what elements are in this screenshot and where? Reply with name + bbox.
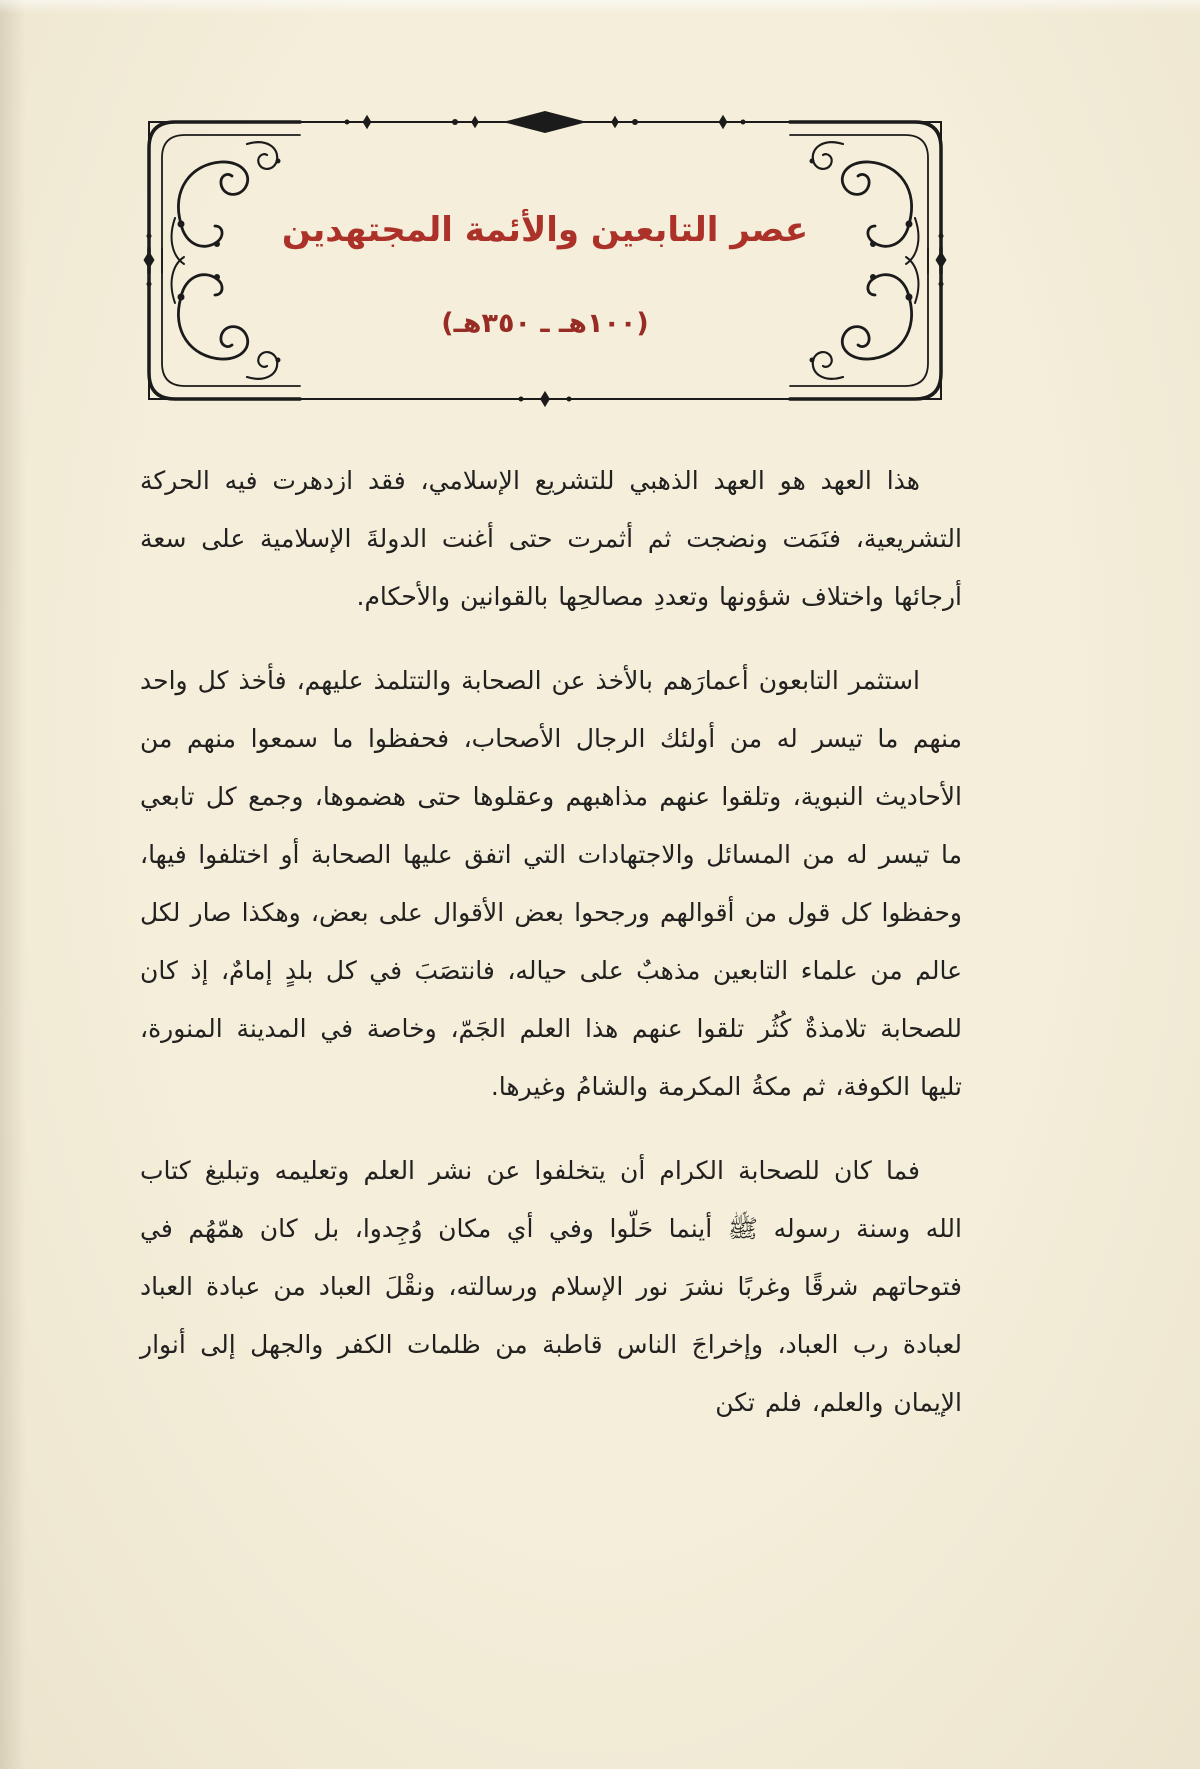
scan-edge-shading xyxy=(0,0,26,1769)
paragraph-2: استثمر التابعون أعمارَهم بالأخذ عن الصحابة والتتلمذ عليهم، فأخذ كل واحد منهم ما تيسر له من أولئك الرجال الأصحاب، فحفظوا ما سمعوا منهم من الأحاديث النبوية، وتلقوا عنهم مذاهبهم وعقلوها حتى هضموها، وجمع كل تابعي ما تيسر له من المسائل والاجتهادات التي اتفق عليها الصحابة أو اختلفوا فيها، وحفظوا كل قول من أقوالهم ورجحوا بعض الأقوال على بعض، وهكذا صار لكل عالم من علماء التابعين مذهبٌ على حياله، فانتصَبَ في كل بلدٍ إمامٌ، إذ كان للصحابة تلامذةٌ كُثُر تلقوا عنهم هذا العلم الجَمّ، وخاصة في المدينة المنورة، تليها الكوفة، ثم مكةُ المكرمة والشامُ وغيرها. xyxy=(140,666,962,1101)
body-text xyxy=(140,452,962,1458)
chapter-date-range: (١٠٠هـ ـ ٣٥٠هـ) xyxy=(441,308,649,339)
paragraph-1: هذا العهد هو العهد الذهبي للتشريع الإسلامي، فقد ازدهرت فيه الحركة التشريعية، فنَمَت ونضجت ثم أثمرت حتى أغنت الدولةَ الإسلامية على سعة أرجائها واختلاف شؤونها وتعددِ مصالحِها بالقوانين والأحكام. xyxy=(140,466,962,611)
paragraph-3: فما كان للصحابة الكرام أن يتخلفوا عن نشر العلم وتعليمه وتبليغ كتاب الله وسنة رسوله ﷺ أينما حَلّوا وفي أي مكان وُجِدوا، بل كان همّهُم في فتوحاتهم شرقًا وغربًا نشرَ نور الإسلام ورسالته، ونقْلَ العباد من عبادة العباد لعبادة رب العباد، وإخراجَ الناس قاطبة من ظلمات الكفر والجهل إلى أنوار الإيمان والعلم، فلم تكن xyxy=(140,1156,962,1417)
ornamental-frame xyxy=(145,118,945,403)
chapter-title: عصر التابعين والأئمة المجتهدين xyxy=(281,210,809,250)
scan-edge-highlight xyxy=(0,0,1200,14)
ornamental-frame-border-icon xyxy=(145,118,945,403)
